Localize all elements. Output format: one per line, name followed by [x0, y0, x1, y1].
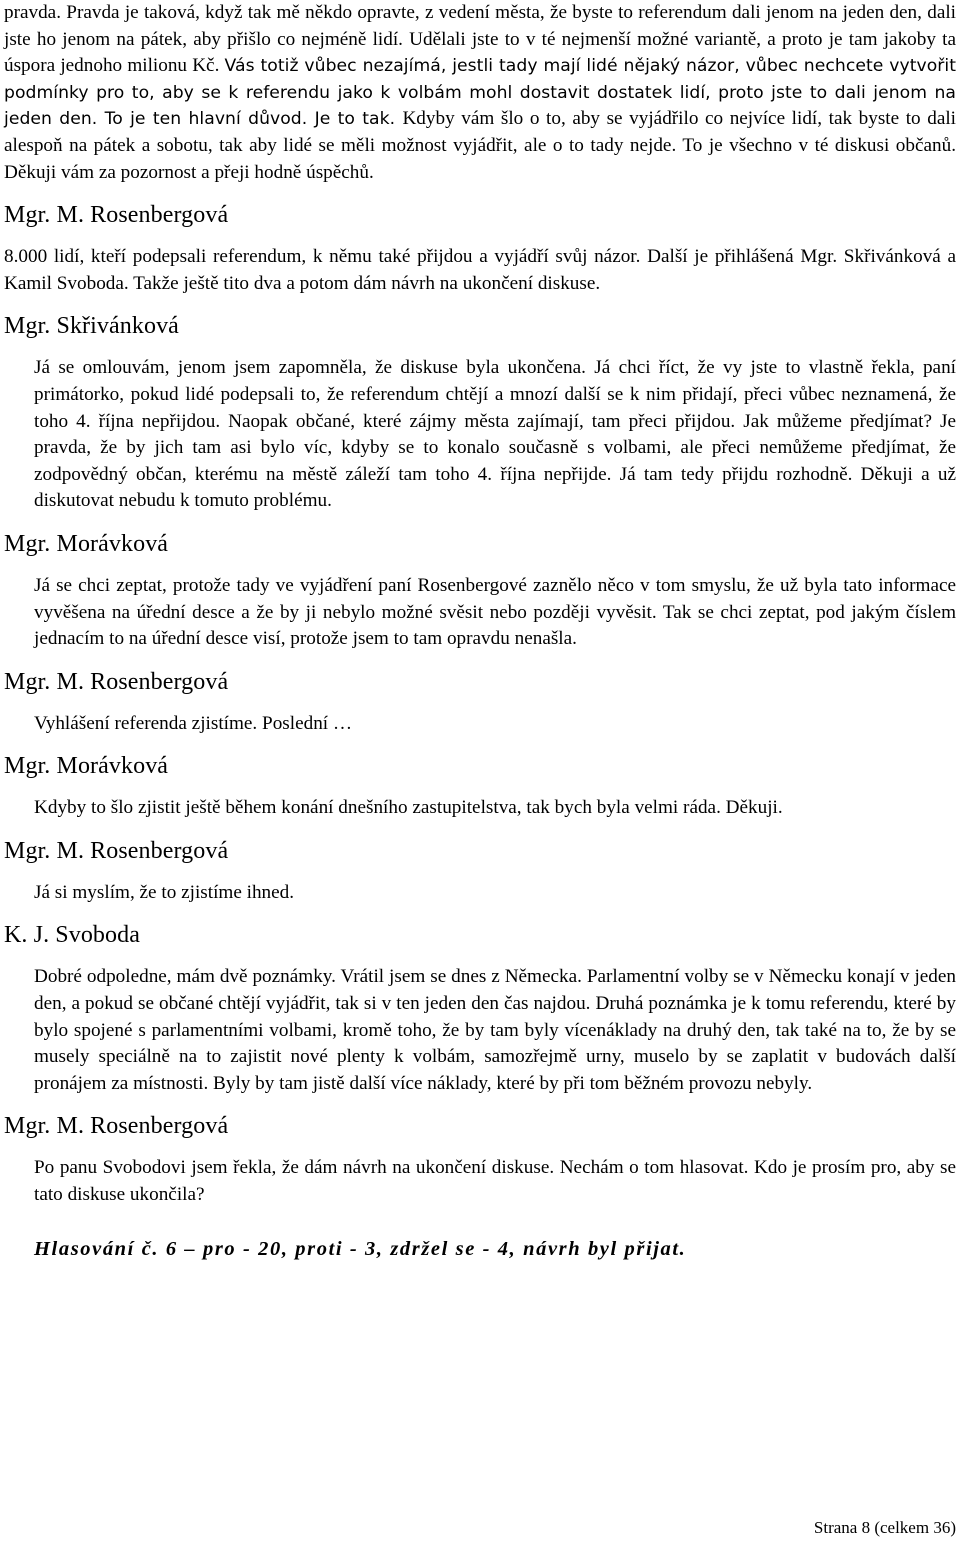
speech-paragraph	[4, 711, 956, 738]
vote-result: Hlasování č. 6 – pro - 20, proti - 3, zdržel se - 4, návrh byl přijat.	[34, 1237, 687, 1260]
speech-paragraph	[4, 0, 956, 186]
paragraph-text-segment: pravda. Pravda je taková, když tak mě někdo opravte, z vedení města, že byste to referendum dali jenom na jeden den, dali jste ho jenom na pátek, aby přišlo co nejméně lidí. Udělali jste to v té nejmenší možné variantě, a proto je tam jakoby ta úspora jednoho milionu Kč.	[4, 2, 956, 77]
paragraph-text-segment: Kdyby vám šlo o to, aby se vyjádřilo co nejvíce lidí, tak byste to dali alespoň na pátek a sobotu, tak aby lidé se měli možnost vyjádřit, ale o to tady nejde. To je všechno v té diskusi občanů. Děkuji vám za pozornost a přeji hodně úspěchů.	[4, 108, 957, 183]
speaker-name: Mgr. M. Rosenbergová	[4, 1113, 229, 1140]
speech-paragraph	[4, 1155, 956, 1208]
paragraph-text-segment: Já se omlouvám, jenom jsem zapomněla, že diskuse byla ukončena. Já chci říct, že vy jste to vlastně řekla, paní primátorko, pokud lidé podepsali to, že referendum chtějí a mnozí další se k nim přidají, přeci vůbec neznamená, že toho 4. října nepřijdou. Naopak občané, které zájmy města zajímají, tam přeci přijdou. Jak můžeme předjímat? Je pravda, že by jich tam asi bylo víc, kdyby se to konalo současně s volbami, ale přeci nemůžeme předjímat, že zodpovědný občan, kterému na městě záleží tam toho 4. října nepřijde. Já tam tedy přijdu rozhodně. Děkuji a už diskutovat nebudu k tomuto problému.	[34, 357, 956, 512]
speaker-name: Mgr. Skřivánková	[4, 313, 179, 340]
speech-paragraph	[4, 880, 956, 907]
speaker-name: Mgr. M. Rosenbergová	[4, 668, 229, 695]
speaker-name: Mgr. M. Rosenbergová	[4, 202, 229, 229]
paragraph-text-segment: Vás totiž vůbec nezajímá, jestli tady mají lidé nějaký názor, vůbec nechcete vytvořit podmínky pro to, aby se k referendu jako k volbám mohl dostavit dostatek lidí, proto jste to dali jenom na jeden den. To je ten hlavní důvod. Je to tak.	[4, 56, 956, 130]
speaker-name: Mgr. Morávková	[4, 530, 169, 557]
speaker-name: Mgr. Morávková	[4, 753, 169, 780]
paragraph-text-segment: Dobré odpoledne, mám dvě poznámky. Vrátil jsem se dnes z Německa. Parlamentní volby se v Německu konají v jeden den, a pokud se občané chtějí vyjádřit, tak si v ten jeden den čas najdou. Druhá poznámka je k tomu referendu, které by bylo spojené s parlamentními volbami, kromě toho, že by tam byly vícenáklady na druhý den, tak také na to, že by se musely speciálně na to zajistit nové plenty k volbám, samozřejmě urny, muselo by se zaplatit v budovách další pronájem za místnosti. Byly by tam jistě další více náklady, které by při tom běžném provozu nebyly.	[34, 966, 956, 1094]
document-page	[4, 0, 956, 1263]
paragraph-text-segment: Kdyby to šlo zjistit ještě během konání dnešního zastupitelstva, tak bych byla velmi ráda. Děkuji.	[34, 797, 783, 819]
paragraph-text-segment: Po panu Svobodovi jsem řekla, že dám návrh na ukončení diskuse. Nechám o tom hlasovat. Kdo je prosím pro, aby se tato diskuse ukončila?	[34, 1157, 956, 1206]
speech-paragraph	[4, 795, 956, 822]
paragraph-text-segment: Já si myslím, že to zjistíme ihned.	[34, 881, 295, 903]
page-footer: Strana 8 (celkem 36)	[813, 1518, 956, 1537]
paragraph-text-segment: Já se chci zeptat, protože tady ve vyjádření paní Rosenbergové zaznělo něco v tom smyslu, že už byla tato informace vyvěšena na úřední desce a že by ji nebylo možné svěsit nebo později vyvěsit. Tak se chci zeptat, pod jakým číslem jednacím to na úřední desce visí, protože jsem to tam opravdu nenašla.	[34, 574, 956, 650]
speech-paragraph	[4, 964, 956, 1097]
speech-paragraph	[4, 573, 956, 653]
speech-paragraph	[4, 355, 956, 515]
speaker-name: Mgr. M. Rosenbergová	[4, 837, 229, 864]
paragraph-text-segment: 8.000 lidí, kteří podepsali referendum, k němu také přijdou a vyjádří svůj názor. Další je přihlášená Mgr. Skřivánková a Kamil Svoboda. Takže ještě tito dva a potom dám návrh na ukončení diskuse.	[4, 246, 956, 294]
speaker-name: K. J. Svoboda	[4, 922, 140, 949]
paragraph-text-segment: Vyhlášení referenda zjistíme. Poslední …	[34, 712, 353, 734]
speech-paragraph	[4, 244, 956, 297]
